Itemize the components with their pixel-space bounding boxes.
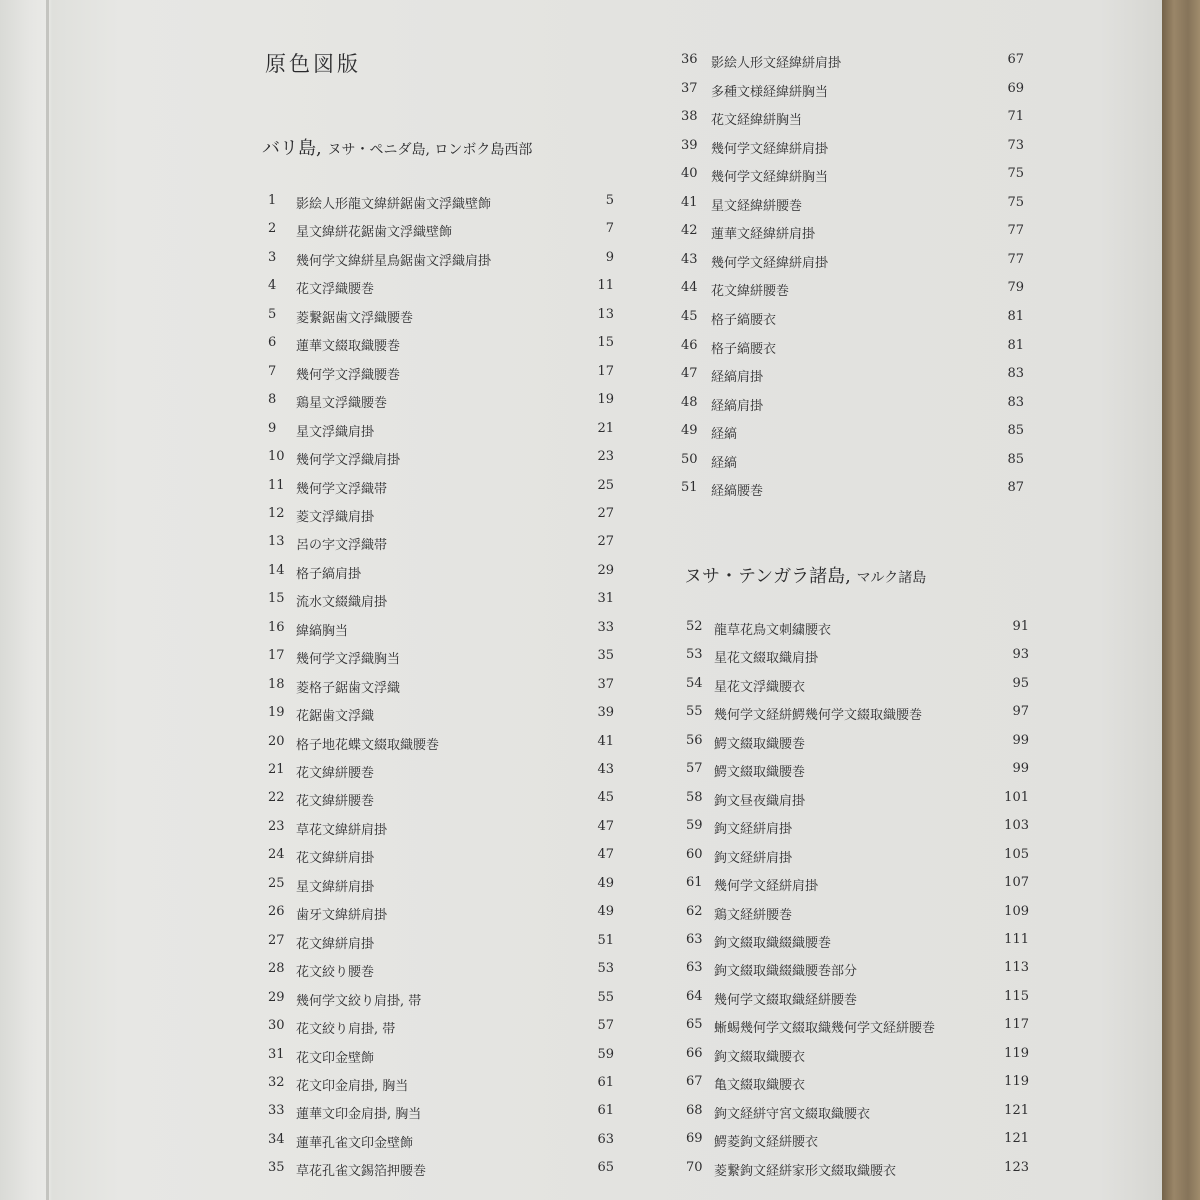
entry-number: 53 <box>686 647 703 663</box>
entry-number: 1 <box>268 193 277 208</box>
page-fold <box>46 0 49 1200</box>
entry-page-number: 75 <box>1007 166 1024 182</box>
entry-number: 61 <box>686 875 703 891</box>
contents-entry <box>686 960 1029 984</box>
entry-number: 14 <box>268 562 285 578</box>
entry-title: 蓮華文印金肩掛, 胸当 <box>296 1107 422 1123</box>
contents-entry <box>268 705 614 729</box>
contents-entry <box>268 876 614 900</box>
contents-entry <box>268 847 614 871</box>
contents-entry <box>268 1103 614 1127</box>
contents-entry <box>686 989 1029 1013</box>
contents-entry <box>686 1046 1029 1070</box>
entry-page-number: 37 <box>597 676 614 692</box>
contents-entry <box>268 193 614 217</box>
contents-entry <box>681 109 1024 133</box>
entry-title: 鉤文経絣肩掛 <box>714 822 793 838</box>
contents-entry <box>268 1160 614 1184</box>
contents-entry <box>268 620 614 644</box>
contents-entry <box>268 819 614 843</box>
contents-entry <box>268 1047 614 1071</box>
entry-page-number: 95 <box>1012 675 1029 691</box>
contents-entry <box>268 1075 614 1099</box>
contents-entry <box>686 875 1029 899</box>
contents-entry <box>268 478 614 502</box>
contents-entry <box>268 364 614 388</box>
entry-title: 鰐菱鉤文経絣腰衣 <box>714 1135 819 1151</box>
contents-entry <box>268 221 614 245</box>
contents-entry <box>268 961 614 985</box>
entry-title: 鰐文綴取織腰巻 <box>714 765 806 781</box>
section-heading-nusa-tenggara <box>684 562 926 588</box>
entry-title: 花文緯絣腰巻 <box>296 766 375 781</box>
entry-title: 格子縞腰衣 <box>711 341 777 357</box>
contents-entry <box>268 1132 614 1156</box>
entry-number: 23 <box>268 818 285 834</box>
contents-entry <box>686 1160 1029 1184</box>
contents-entry <box>681 252 1024 276</box>
entry-page-number: 55 <box>597 989 614 1005</box>
entry-title: 幾何学文経緯絣肩掛 <box>711 255 829 271</box>
entry-title: 幾何学文経緯絣胸当 <box>711 170 829 186</box>
entry-title: 幾何学文経絣肩掛 <box>714 879 819 895</box>
contents-entry <box>268 449 614 473</box>
entry-title: 経縞肩掛 <box>711 398 764 414</box>
entry-page-number: 75 <box>1007 194 1024 210</box>
entry-title: 花文浮織腰巻 <box>296 282 375 298</box>
entry-title: 菱繋鉤文経絣家形文綴取織腰衣 <box>714 1163 897 1179</box>
entry-title: 鶏星文浮織腰巻 <box>296 396 388 412</box>
entry-number: 54 <box>686 675 703 691</box>
entry-title: 鉤文経絣肩掛 <box>714 850 793 866</box>
entry-number: 51 <box>681 480 698 496</box>
entry-page-number: 25 <box>597 477 614 493</box>
entry-title: 幾何学文綴取織経絣腰巻 <box>714 992 858 1008</box>
entry-page-number: 121 <box>1004 1131 1029 1147</box>
entry-number: 63 <box>686 960 703 976</box>
entry-number: 17 <box>268 648 285 664</box>
contents-entry <box>686 904 1029 928</box>
entry-title: 星文経緯絣腰巻 <box>711 198 803 214</box>
contents-entry <box>681 195 1024 219</box>
entry-title: 花文絞り腰巻 <box>296 965 375 981</box>
entry-page-number: 111 <box>1004 931 1029 947</box>
entry-title: 花文緯絣腰巻 <box>296 794 375 810</box>
entry-number: 56 <box>686 732 703 748</box>
contents-entry <box>268 307 614 331</box>
contents-entry <box>686 1103 1029 1127</box>
entry-page-number: 47 <box>597 818 614 834</box>
entry-title: 草花孔雀文錫箔押腰巻 <box>296 1164 427 1180</box>
entry-title: 幾何学文浮織肩掛 <box>296 453 401 469</box>
entry-number: 31 <box>268 1046 285 1062</box>
entry-page-number: 5 <box>605 193 614 208</box>
entry-number: 15 <box>268 591 285 607</box>
contents-entry <box>686 676 1029 700</box>
entry-number: 63 <box>686 931 703 947</box>
entry-title: 蓮華文経緯絣肩掛 <box>711 227 816 243</box>
entry-title: 歯牙文緯絣肩掛 <box>296 908 388 924</box>
entry-number: 7 <box>268 363 277 379</box>
wooden-surface <box>1160 0 1200 1200</box>
entry-number: 12 <box>268 505 285 521</box>
entry-page-number: 101 <box>1004 789 1029 805</box>
entry-page-number: 103 <box>1004 818 1029 834</box>
entry-number: 62 <box>686 903 703 919</box>
entry-number: 68 <box>686 1102 703 1118</box>
entry-number: 37 <box>681 80 698 96</box>
entry-page-number: 51 <box>597 932 614 948</box>
entry-title: 幾何学文絞り肩掛, 帯 <box>296 993 422 1009</box>
contents-entry <box>268 591 614 615</box>
entry-number: 11 <box>268 477 285 493</box>
entry-number: 10 <box>268 449 285 465</box>
entry-title: 菱格子鋸歯文浮織 <box>296 680 401 696</box>
contents-entry <box>268 1018 614 1042</box>
section-heading-bali <box>262 134 532 160</box>
entry-number: 66 <box>686 1045 703 1061</box>
entry-number: 45 <box>681 308 698 324</box>
entry-number: 26 <box>268 904 285 920</box>
entry-page-number: 19 <box>597 392 614 408</box>
contents-entry <box>268 762 614 786</box>
entry-page-number: 23 <box>597 449 614 465</box>
entry-title: 鉤文綴取織腰衣 <box>714 1049 806 1065</box>
entry-title: 花文緯絣肩掛 <box>296 936 375 952</box>
entry-number: 24 <box>268 847 285 863</box>
contents-entry <box>268 506 614 530</box>
entry-page-number: 81 <box>1007 308 1024 324</box>
section-title: ヌサ・テンガラ諸島, <box>684 566 851 587</box>
entry-page-number: 13 <box>597 306 614 322</box>
entry-page-number: 123 <box>1004 1159 1029 1175</box>
entry-page-number: 83 <box>1007 366 1024 382</box>
entry-page-number: 119 <box>1004 1045 1029 1061</box>
contents-entry <box>268 392 614 416</box>
entry-number: 64 <box>686 988 703 1004</box>
entry-number: 34 <box>268 1131 285 1147</box>
entry-number: 21 <box>268 762 285 777</box>
entry-title: 蓮華文綴取織腰巻 <box>296 339 401 355</box>
entry-title: 菱文浮織肩掛 <box>296 509 375 525</box>
entry-page-number: 71 <box>1007 109 1024 125</box>
entry-page-number: 105 <box>1004 846 1029 862</box>
entry-number: 4 <box>268 278 277 294</box>
entry-number: 39 <box>681 137 698 153</box>
entry-page-number: 77 <box>1007 251 1024 267</box>
entry-title: 格子縞肩掛 <box>296 566 362 582</box>
contents-entry <box>268 904 614 928</box>
entry-number: 50 <box>681 451 698 467</box>
entry-title: 幾何学文浮織腰巻 <box>296 367 401 383</box>
contents-entry <box>268 335 614 359</box>
contents-entry <box>686 818 1029 842</box>
entry-number: 36 <box>681 52 698 67</box>
entry-page-number: 27 <box>597 534 614 550</box>
entry-number: 22 <box>268 790 285 806</box>
entry-number: 59 <box>686 818 703 834</box>
entry-page-number: 107 <box>1004 875 1029 891</box>
entry-number: 3 <box>268 249 277 265</box>
contents-entry <box>686 704 1029 728</box>
contents-entry <box>686 1074 1029 1098</box>
entry-number: 30 <box>268 1018 285 1034</box>
entry-page-number: 117 <box>1004 1017 1029 1033</box>
entry-title: 花文印金壁飾 <box>296 1050 375 1066</box>
entry-title: 鉤文綴取織綴織腰巻部分 <box>714 964 858 980</box>
entry-title: 星文緯絣肩掛 <box>296 879 375 895</box>
entry-number: 52 <box>686 619 703 634</box>
entry-page-number: 77 <box>1007 223 1024 239</box>
entry-number: 60 <box>686 846 703 862</box>
contents-entry <box>686 647 1029 671</box>
contents-entry <box>268 790 614 814</box>
contents-entry <box>681 309 1024 333</box>
entry-title: 龍草花鳥文刺繍腰衣 <box>714 623 832 638</box>
entry-title: 星花文綴取織肩掛 <box>714 651 819 667</box>
contents-entry <box>681 81 1024 105</box>
entry-number: 49 <box>681 423 698 439</box>
entry-page-number: 27 <box>597 505 614 521</box>
entry-number: 67 <box>686 1074 703 1090</box>
entry-page-number: 91 <box>1012 619 1029 634</box>
entry-number: 13 <box>268 534 285 550</box>
contents-entry <box>268 250 614 274</box>
section-subtitle: マルク諸島 <box>856 570 927 586</box>
contents-entry <box>681 395 1024 419</box>
contents-entry <box>686 761 1029 785</box>
entry-title: 草花文緯絣肩掛 <box>296 822 388 838</box>
entry-page-number: 47 <box>597 847 614 863</box>
entry-number: 33 <box>268 1103 285 1119</box>
entry-page-number: 109 <box>1004 903 1029 919</box>
contents-entry <box>681 338 1024 362</box>
entry-number: 57 <box>686 761 703 777</box>
entry-number: 69 <box>686 1131 703 1147</box>
entry-page-number: 43 <box>597 762 614 777</box>
contents-entry <box>681 423 1024 447</box>
contents-entry <box>686 847 1029 871</box>
entry-title: 星文緯絣花鋸歯文浮織壁飾 <box>296 225 453 241</box>
entry-page-number: 33 <box>597 619 614 635</box>
entry-page-number: 119 <box>1004 1074 1029 1090</box>
entry-page-number: 115 <box>1004 988 1029 1004</box>
entry-title: 花文印金肩掛, 胸当 <box>296 1078 409 1094</box>
entry-page-number: 31 <box>597 591 614 607</box>
entry-page-number: 49 <box>597 904 614 920</box>
entry-title: 花鋸歯文浮織 <box>296 709 375 725</box>
entry-page-number: 45 <box>597 790 614 806</box>
entry-page-number: 97 <box>1012 704 1029 720</box>
entry-number: 25 <box>268 875 285 891</box>
entry-number: 5 <box>268 306 277 322</box>
contents-entry <box>686 1017 1029 1041</box>
entry-title: 影絵人形文経緯絣肩掛 <box>711 56 842 71</box>
entry-page-number: 35 <box>597 648 614 664</box>
entry-page-number: 65 <box>597 1160 614 1176</box>
entry-title: 鶏文経絣腰巻 <box>714 907 793 923</box>
entry-number: 46 <box>681 337 698 353</box>
entry-number: 19 <box>268 705 285 721</box>
contents-entry <box>268 421 614 445</box>
entry-title: 影絵人形龍文緯絣鋸歯文浮織壁飾 <box>296 197 492 212</box>
entry-title: 経縞 <box>711 455 738 471</box>
entry-number: 43 <box>681 251 698 267</box>
entry-page-number: 63 <box>597 1131 614 1147</box>
entry-number: 32 <box>268 1074 285 1090</box>
entry-page-number: 61 <box>597 1103 614 1119</box>
contents-entry <box>268 278 614 302</box>
entry-page-number: 85 <box>1007 451 1024 467</box>
entry-number: 40 <box>681 166 698 182</box>
entry-title: 花文緯絣腰巻 <box>711 284 790 300</box>
entry-page-number: 59 <box>597 1046 614 1062</box>
entry-title: 流水文綴織肩掛 <box>296 595 388 611</box>
entry-title: 鉤文経絣守宮文綴取織腰衣 <box>714 1106 871 1122</box>
entry-title: 鉤文昼夜織肩掛 <box>714 793 806 809</box>
entry-number: 48 <box>681 394 698 410</box>
entry-title: 花文絞り肩掛, 帯 <box>296 1022 396 1038</box>
entry-title: 幾何学文緯絣星鳥鋸歯文浮織肩掛 <box>296 253 492 269</box>
entry-page-number: 79 <box>1007 280 1024 296</box>
entry-page-number: 21 <box>597 420 614 436</box>
entry-number: 38 <box>681 109 698 125</box>
entry-title: 蓮華孔雀文印金壁飾 <box>296 1135 414 1151</box>
entry-page-number: 7 <box>605 221 614 237</box>
page-title: 原色図版 <box>265 52 361 76</box>
entry-number: 58 <box>686 789 703 805</box>
entry-number: 28 <box>268 961 285 977</box>
entry-title: 星花文浮織腰衣 <box>714 679 806 695</box>
contents-entry <box>686 619 1029 643</box>
entry-title: 格子縞腰衣 <box>711 312 777 328</box>
entry-number: 6 <box>268 335 277 351</box>
entry-page-number: 29 <box>597 562 614 578</box>
entry-number: 55 <box>686 704 703 720</box>
contents-entry <box>686 932 1029 956</box>
entry-title: 蜥蜴幾何学文綴取織幾何学文経絣腰巻 <box>714 1021 936 1037</box>
entry-page-number: 11 <box>597 278 614 294</box>
entry-number: 27 <box>268 932 285 948</box>
entry-number: 70 <box>686 1159 703 1175</box>
contents-entry <box>686 1131 1029 1155</box>
entry-title: 幾何学文経絣鰐幾何学文綴取織腰巻 <box>714 708 923 724</box>
contents-entry <box>681 138 1024 162</box>
entry-number: 29 <box>268 989 285 1005</box>
contents-entry <box>681 452 1024 476</box>
section-subtitle: ヌサ・ペニダ島, ロンボク島西部 <box>327 142 533 158</box>
contents-entry <box>681 223 1024 247</box>
entry-title: 格子地花蝶文綴取織腰巻 <box>296 737 440 753</box>
entry-page-number: 85 <box>1007 423 1024 439</box>
contents-entry <box>681 280 1024 304</box>
entry-page-number: 99 <box>1012 761 1029 777</box>
entry-page-number: 87 <box>1007 480 1024 496</box>
entry-page-number: 113 <box>1004 960 1029 976</box>
entry-number: 9 <box>268 420 277 436</box>
entry-page-number: 49 <box>597 875 614 891</box>
entry-page-number: 83 <box>1007 394 1024 410</box>
entry-title: 呂の字文浮織帯 <box>296 538 388 554</box>
entry-page-number: 39 <box>597 705 614 721</box>
entry-number: 18 <box>268 676 285 692</box>
entry-number: 16 <box>268 619 285 635</box>
entry-number: 44 <box>681 280 698 296</box>
entry-number: 8 <box>268 392 277 408</box>
entry-number: 35 <box>268 1160 285 1176</box>
entry-title: 多種文様経緯絣胸当 <box>711 84 829 100</box>
contents-entry <box>268 534 614 558</box>
entry-page-number: 17 <box>597 363 614 379</box>
entry-number: 20 <box>268 733 285 749</box>
entry-number: 42 <box>681 223 698 239</box>
contents-entry <box>681 480 1024 504</box>
contents-entry <box>268 677 614 701</box>
entry-number: 2 <box>268 221 277 237</box>
entry-title: 経縞 <box>711 427 738 443</box>
entry-title: 経縞肩掛 <box>711 370 764 386</box>
entry-title: 亀文綴取織腰衣 <box>714 1078 806 1094</box>
entry-title: 幾何学文浮織胸当 <box>296 652 401 668</box>
contents-entry <box>686 733 1029 757</box>
contents-entry <box>268 933 614 957</box>
contents-entry <box>681 366 1024 390</box>
entry-page-number: 99 <box>1012 732 1029 748</box>
entry-page-number: 93 <box>1012 647 1029 663</box>
entry-title: 菱繋鋸歯文浮織腰巻 <box>296 310 414 326</box>
contents-entry <box>268 734 614 758</box>
entry-title: 幾何学文経緯絣肩掛 <box>711 141 829 157</box>
entry-page-number: 67 <box>1007 52 1024 67</box>
entry-title: 幾何学文浮織帯 <box>296 481 388 497</box>
entry-number: 41 <box>681 194 698 210</box>
entry-title: 鰐文綴取織腰巻 <box>714 736 806 752</box>
entry-page-number: 81 <box>1007 337 1024 353</box>
entry-page-number: 15 <box>597 335 614 351</box>
contents-entry <box>268 648 614 672</box>
entry-page-number: 73 <box>1007 137 1024 153</box>
entry-number: 47 <box>681 366 698 382</box>
entry-title: 緯縞胸当 <box>296 623 349 639</box>
entry-title: 鉤文綴取織綴織腰巻 <box>714 935 832 951</box>
entry-title: 経縞腰巻 <box>711 484 764 500</box>
entry-page-number: 61 <box>597 1074 614 1090</box>
entry-page-number: 9 <box>605 249 614 265</box>
contents-entry <box>268 990 614 1014</box>
entry-number: 65 <box>686 1017 703 1033</box>
contents-entry <box>681 52 1024 76</box>
entry-page-number: 53 <box>597 961 614 977</box>
contents-entry <box>268 563 614 587</box>
entry-page-number: 69 <box>1007 80 1024 96</box>
entry-title: 星文浮織肩掛 <box>296 424 375 440</box>
entry-title: 花文経緯絣胸当 <box>711 113 803 129</box>
entry-page-number: 41 <box>597 733 614 749</box>
entry-page-number: 57 <box>597 1018 614 1034</box>
entry-page-number: 121 <box>1004 1102 1029 1118</box>
contents-entry <box>686 790 1029 814</box>
entry-title: 花文緯絣肩掛 <box>296 851 375 867</box>
contents-entry <box>681 166 1024 190</box>
section-title: バリ島, <box>262 138 322 159</box>
